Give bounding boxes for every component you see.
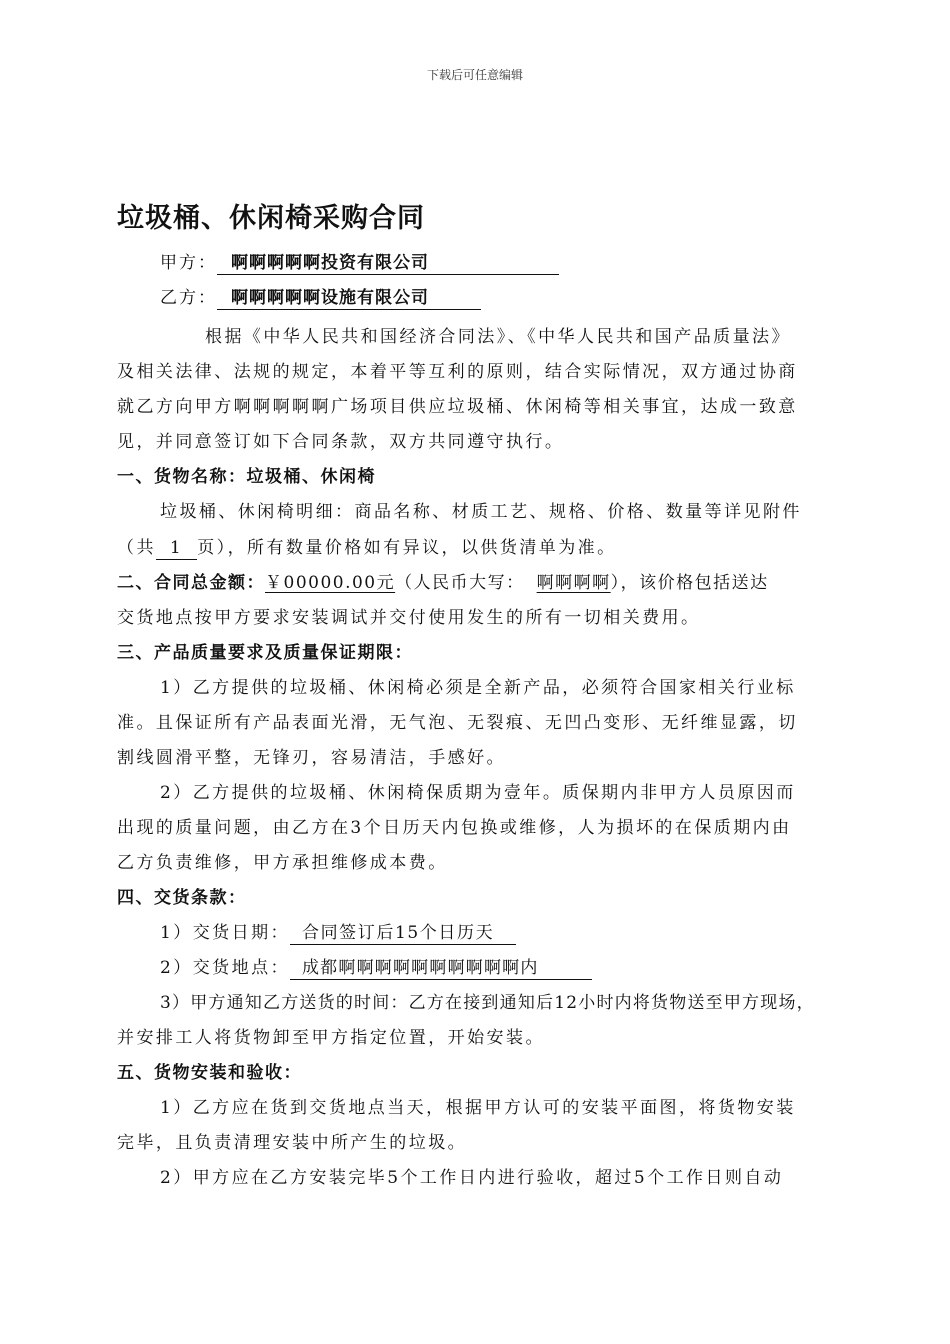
intro-line-3: 就乙方向甲方啊啊啊啊啊广场项目供应垃圾桶、休闲椅等相关事宜，达成一致意 xyxy=(117,397,798,417)
party-a-label: 甲方： xyxy=(160,253,217,273)
delivery-place-label: 2）交货地点： xyxy=(160,958,290,978)
section4-notify-line-2: 并安排工人将货物卸至甲方指定位置，开始安装。 xyxy=(117,1028,545,1048)
section3-p2-line-1: 2）乙方提供的垃圾桶、休闲椅保质期为壹年。质保期内非甲方人员原因而 xyxy=(160,783,796,803)
section2-line-1 xyxy=(117,568,769,593)
section2-line-2: 交货地点按甲方要求安装调试并交付使用发生的所有一切相关费用。 xyxy=(117,608,701,628)
intro-line-1: 根据《中华人民共和国经济合同法》、《中华人民共和国产品质量法》 xyxy=(205,327,791,347)
section3-p1-line-2: 准。且保证所有产品表面光滑，无气泡、无裂痕、无凹凸变形、无纤维显露，切 xyxy=(117,713,798,733)
attachment-pages: 1 xyxy=(169,538,184,558)
section3-p2-line-3: 乙方负责维修，甲方承担维修成本费。 xyxy=(117,853,448,873)
section2-rest: ），该价格包括送达 xyxy=(610,573,769,593)
delivery-date-label: 1）交货日期： xyxy=(160,923,290,943)
section5-heading: 五、货物安装和验收： xyxy=(117,1063,302,1083)
delivery-place-value: 成都啊啊啊啊啊啊啊啊啊啊内 xyxy=(301,958,539,978)
section4-heading: 四、交货条款： xyxy=(117,888,247,908)
section5-p1-line-2: 完毕，且负责清理安装中所产生的垃圾。 xyxy=(117,1133,468,1153)
page-header-note: 下载后可任意编辑 xyxy=(426,68,523,82)
party-b xyxy=(160,283,481,310)
section3-heading: 三、产品质量要求及质量保证期限： xyxy=(117,643,413,663)
section4-notify-line-1: 3）甲方通知乙方送货的时间：乙方在接到通知后12小时内将货物送至甲方现场， xyxy=(160,993,815,1013)
section5-p1-line-1: 1）乙方应在货到交货地点当天，根据甲方认可的安装平面图，将货物安装 xyxy=(160,1098,796,1118)
rmb-label: （人民币大写： xyxy=(395,573,525,593)
attachment-suffix: 页），所有数量价格如有异议，以供货清单为准。 xyxy=(197,538,617,558)
section1-heading: 一、货物名称：垃圾桶、休闲椅 xyxy=(117,467,376,487)
section1-line-1: 垃圾桶、休闲椅明细：商品名称、材质工艺、规格、价格、数量等详见附件 xyxy=(160,502,802,522)
section1-line-2 xyxy=(117,533,617,560)
section2-heading: 二、合同总金额： xyxy=(117,573,265,593)
delivery-place xyxy=(160,953,592,980)
intro-line-2: 及相关法律、法规的规定，本着平等互利的原则，结合实际情况，双方通过协商 xyxy=(117,362,798,382)
document-title: 垃圾桶、休闲椅采购合同 xyxy=(117,203,425,234)
party-b-label: 乙方： xyxy=(160,288,217,308)
section5-p2-line-1: 2）甲方应在乙方安装完毕5个工作日内进行验收，超过5个工作日则自动 xyxy=(160,1168,784,1188)
delivery-date-value: 合同签订后15个日历天 xyxy=(301,923,495,943)
party-b-name: 啊啊啊啊啊设施有限公司 xyxy=(231,288,429,308)
party-a xyxy=(160,248,559,275)
rmb-value: 啊啊啊啊 xyxy=(536,573,611,593)
party-a-name: 啊啊啊啊啊投资有限公司 xyxy=(231,253,429,273)
attachment-prefix: （共 xyxy=(117,538,156,558)
section3-p1-line-1: 1）乙方提供的垃圾桶、休闲椅必须是全新产品，必须符合国家相关行业标 xyxy=(160,678,796,698)
intro-line-4: 见，并同意签订如下合同条款，双方共同遵守执行。 xyxy=(117,432,565,452)
section3-p2-line-2: 出现的质量问题，由乙方在3个日历天内包换或维修，人为损坏的在保质期内由 xyxy=(117,818,792,838)
delivery-date xyxy=(160,918,516,945)
section3-p1-line-3: 割线圆滑平整，无锋刃，容易清洁，手感好。 xyxy=(117,748,506,768)
contract-amount: ￥00000.00元 xyxy=(265,573,396,593)
